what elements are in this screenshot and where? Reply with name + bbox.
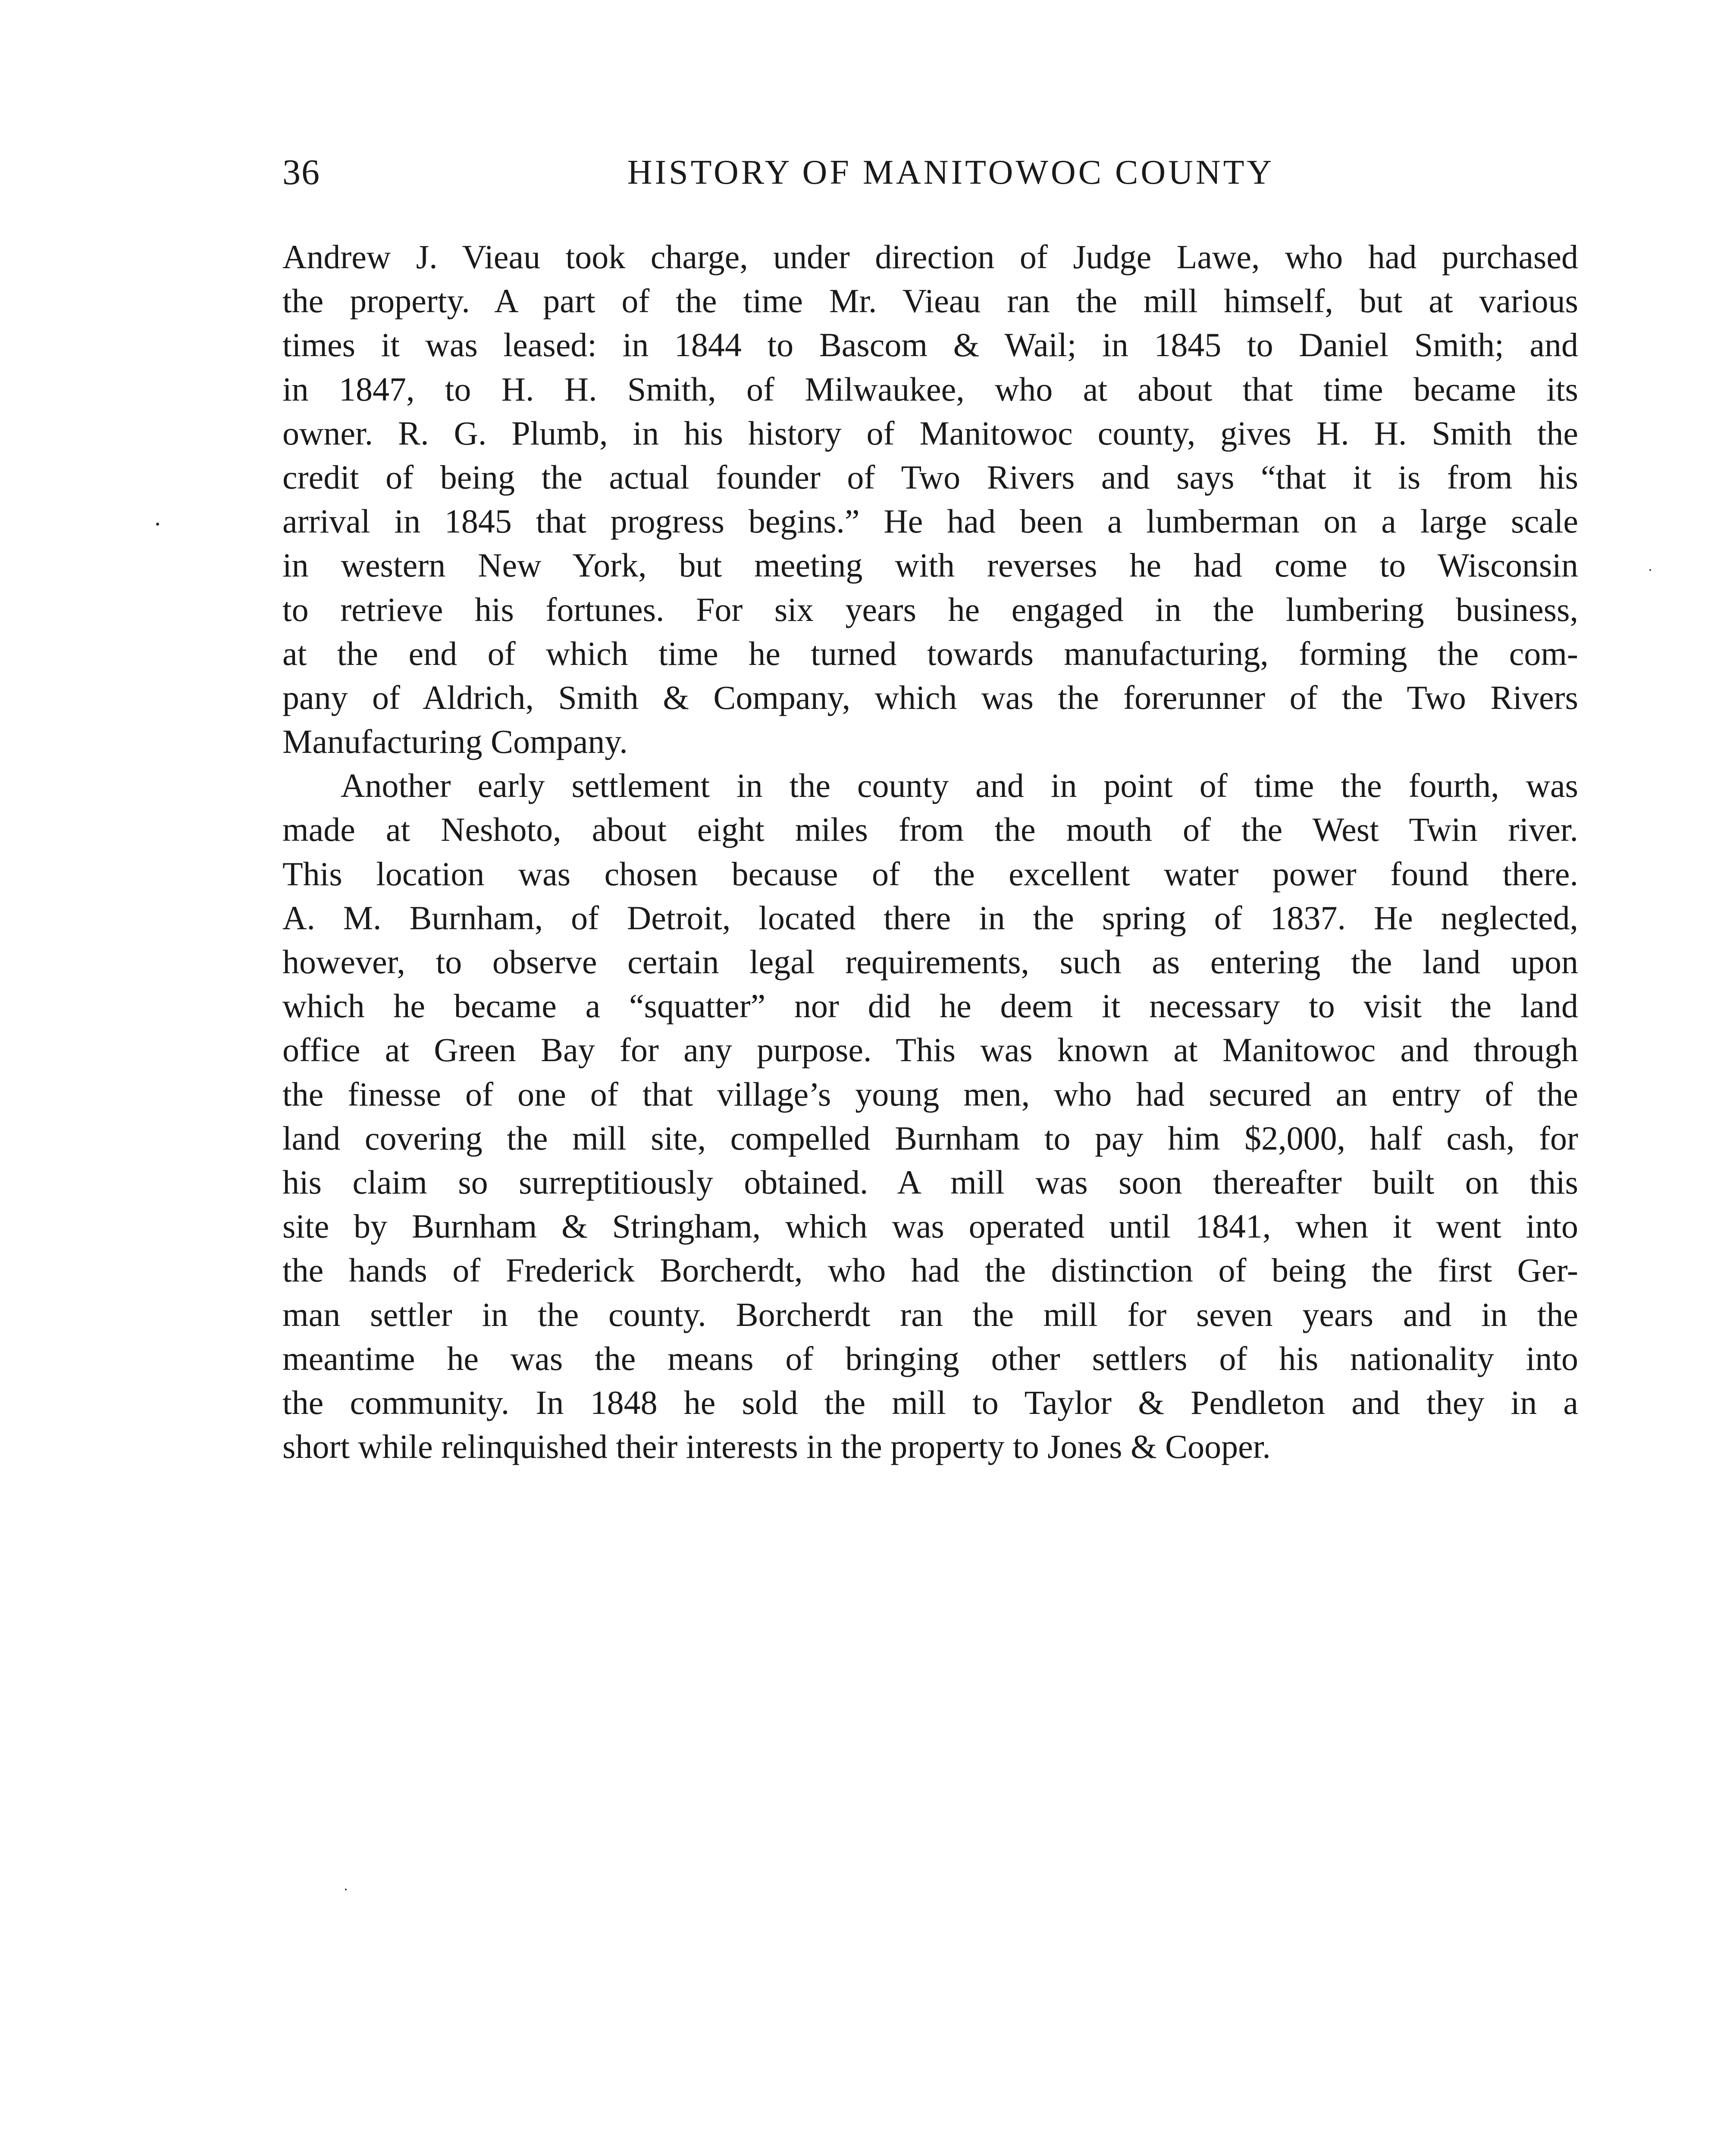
text-line: office at Green Bay for any purpose. This was known at Manitowoc and through	[282, 1031, 1578, 1069]
text-line: his claim so surreptitiously obtained. A mill was soon thereafter built on this	[282, 1163, 1578, 1201]
paragraph	[282, 235, 1578, 764]
text-line: the property. A part of the time Mr. Vieau ran the mill himself, but at various	[282, 282, 1578, 320]
text-line: Manufacturing Company.	[282, 723, 628, 761]
text-line: however, to observe certain legal requirements, such as entering the land upon	[282, 943, 1578, 981]
page-number: 36	[282, 152, 320, 192]
text-line: which he became a “squatter” nor did he deem it necessary to visit the land	[282, 987, 1578, 1025]
text-line: site by Burnham & Stringham, which was operated until 1841, when it went into	[282, 1207, 1578, 1245]
page-header	[282, 147, 1576, 198]
body-text	[282, 235, 1578, 1469]
text-line: Another early settlement in the county and in point of time the fourth, was	[341, 767, 1578, 805]
text-line: in western New York, but meeting with reverses he had come to Wisconsin	[282, 546, 1578, 584]
text-line: owner. R. G. Plumb, in his history of Manitowoc county, gives H. H. Smith the	[282, 414, 1578, 452]
text-line: in 1847, to H. H. Smith, of Milwaukee, who at about that time became its	[282, 370, 1578, 408]
text-line: A. M. Burnham, of Detroit, located there in the spring of 1837. He neglected,	[282, 899, 1578, 937]
text-line: arrival in 1845 that progress begins.” He had been a lumberman on a large scale	[282, 502, 1578, 540]
text-line: Andrew J. Vieau took charge, under direction of Judge Lawe, who had purchased	[282, 238, 1578, 276]
text-line: meantime he was the means of bringing other settlers of his nationality into	[282, 1339, 1578, 1377]
text-line: man settler in the county. Borcherdt ran the mill for seven years and in the	[282, 1295, 1578, 1333]
text-line: short while relinquished their interests in the property to Jones & Cooper.	[282, 1428, 1271, 1466]
text-line: land covering the mill site, compelled Burnham to pay him $2,000, half cash, for	[282, 1119, 1578, 1157]
text-line: the finesse of one of that village’s young men, who had secured an entry of the	[282, 1075, 1578, 1113]
paragraph	[282, 764, 1578, 1469]
text-line: the hands of Frederick Borcherdt, who had the distinction of being the first Ger-	[282, 1251, 1578, 1289]
text-line: the community. In 1848 he sold the mill to Taylor & Pendleton and they in a	[282, 1383, 1578, 1421]
text-line: at the end of which time he turned towards manufacturing, forming the com-	[282, 634, 1578, 672]
text-line: made at Neshoto, about eight miles from the mouth of the West Twin river.	[282, 811, 1578, 849]
scan-speck	[156, 523, 159, 526]
text-line: pany of Aldrich, Smith & Company, which was the forerunner of the Two Rivers	[282, 678, 1578, 716]
scan-speck	[345, 1889, 347, 1890]
scan-speck	[1649, 569, 1651, 571]
text-line: times it was leased: in 1844 to Bascom & Wail; in 1845 to Daniel Smith; and	[282, 326, 1578, 364]
text-line: credit of being the actual founder of Two Rivers and says “that it is from his	[282, 458, 1578, 496]
text-line: to retrieve his fortunes. For six years he engaged in the lumbering business,	[282, 590, 1578, 628]
text-line: This location was chosen because of the excellent water power found there.	[282, 855, 1578, 893]
running-title: HISTORY OF MANITOWOC COUNTY	[627, 154, 1275, 191]
